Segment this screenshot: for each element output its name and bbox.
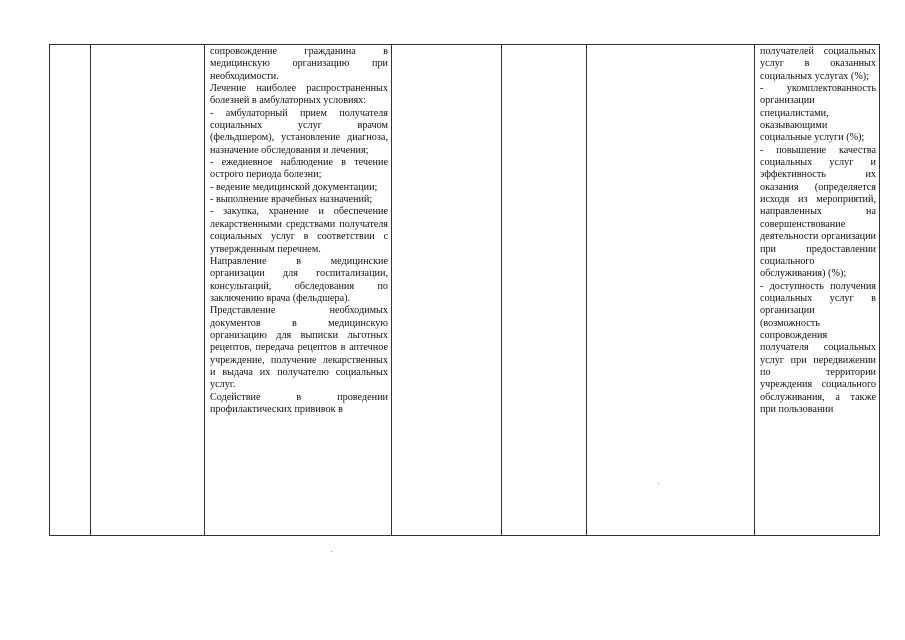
quality-indicators-text — [755, 45, 879, 416]
document-table — [49, 44, 880, 536]
table-row — [50, 45, 880, 536]
text-paragraph: - ежедневное наблюдение в течение острого периода болезни; — [210, 157, 388, 181]
scan-speck — [658, 483, 659, 484]
text-paragraph: - доступность получения социальных услуг в организации (возможность сопровождения получателя социальных услуг при передвижении по территории учреждения социального обслуживания, а также при пользовании — [760, 280, 876, 415]
text-paragraph: Направление в медицинские организации для госпитализации, консультаций, обследования по заключению врача (фельдшера). — [210, 255, 388, 304]
text-paragraph: - выполнение врачебных назначений; — [210, 194, 373, 206]
text-paragraph: Представление необходимых документов в медицинскую организацию для выписки льготных рецептов, передача рецептов в аптечное учреждение, получение лекарственных и выдача их получателю социальных услуг. — [210, 305, 388, 391]
table-cell-deadline — [392, 45, 502, 536]
text-paragraph: Лечение наиболее распространенных болезней в амбулаторных условиях: — [210, 83, 388, 107]
text-paragraph: Содействие в проведении профилактических прививок в — [210, 391, 388, 415]
table-cell-service-content — [205, 45, 392, 536]
table-cell-cost — [502, 45, 587, 536]
scan-speck — [331, 551, 332, 552]
text-paragraph: получателей социальных услуг в оказанных социальных услугах (%); — [760, 46, 876, 82]
table-cell-number — [50, 45, 91, 536]
table-cell-quality-indicators — [755, 45, 880, 536]
table-cell-conditions — [587, 45, 755, 536]
text-paragraph: - закупка, хранение и обеспечение лекарственными средствами получателя социальных услуг в соответствии с утвержденным перечнем. — [210, 206, 388, 255]
text-paragraph: - укомплектованность организации специалистами, оказывающими социальные услуги (%); — [760, 83, 876, 144]
text-paragraph: - повышение качества социальных услуг и эффективность их оказания (определяется исходя из мероприятий, направленных на совершенствование деятельности организации при предоставлении социального обслуживания) (%); — [760, 144, 876, 280]
service-content-text — [205, 45, 391, 416]
text-paragraph: сопровождение гражданина в медицинскую организацию при необходимости. — [210, 46, 388, 82]
text-paragraph: - амбулаторный прием получателя социальных услуг врачом (фельдшером), установление диагноза, назначение обследования и лечения; — [210, 107, 388, 156]
text-paragraph: - ведение медицинской документации; — [210, 181, 378, 193]
table-cell-service-name — [91, 45, 205, 536]
